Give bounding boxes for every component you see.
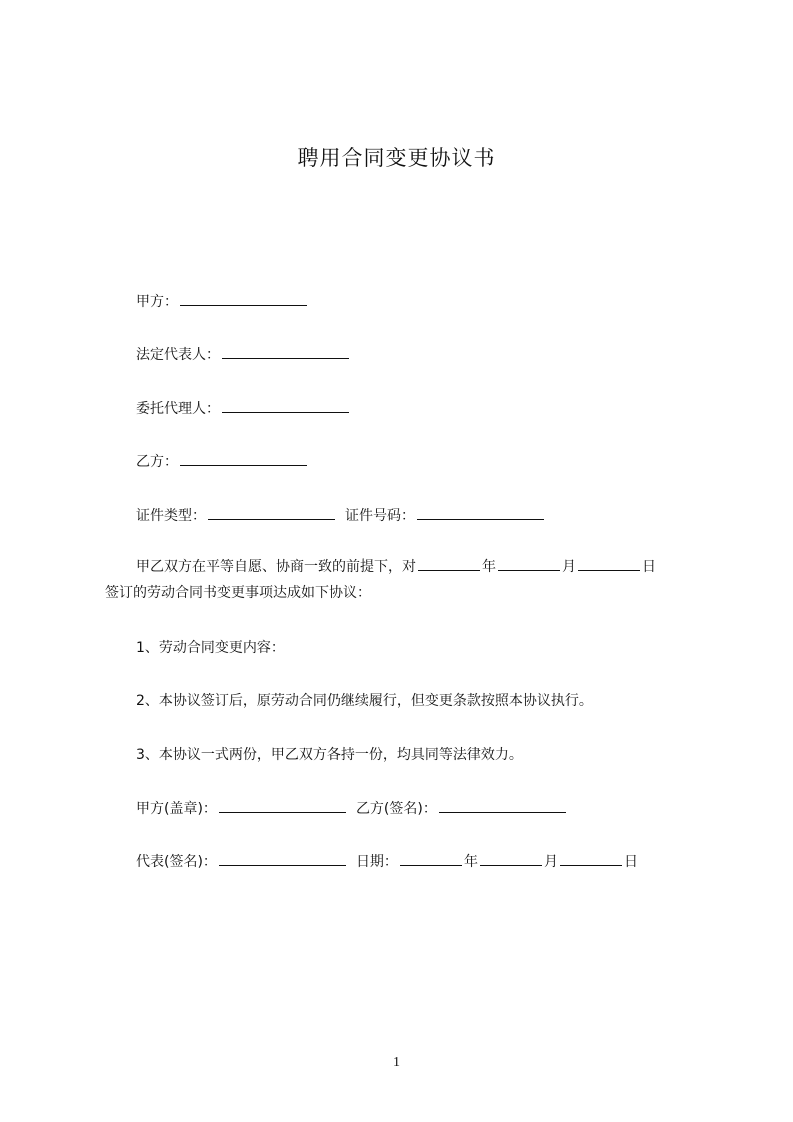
party-a-line [136,291,309,312]
legal-rep-label: 法定代表人： [136,347,220,363]
date-year-blank[interactable] [400,851,462,866]
clause-3: 3、本协议一式两份，甲乙双方各持一份，均具同等法律效力。 [136,747,523,763]
intro-month-label: 月 [562,559,576,575]
party-a-blank[interactable] [180,291,307,306]
agent-label: 委托代理人： [136,401,220,417]
id-line [136,505,546,526]
date-label: 日期： [355,854,398,870]
signature-line-1 [136,798,568,819]
intro-day-blank[interactable] [578,556,640,571]
id-type-blank[interactable] [208,505,335,520]
party-a-label: 甲方： [136,294,178,310]
party-b-line [136,451,309,472]
legal-rep-line [136,344,351,365]
legal-rep-blank[interactable] [222,344,349,359]
intro-month-blank[interactable] [498,556,560,571]
id-number-blank[interactable] [417,505,544,520]
date-month-label: 月 [543,854,558,870]
party-b-sign-blank[interactable] [439,798,566,813]
date-month-blank[interactable] [480,851,542,866]
agent-line [136,398,351,419]
party-a-seal-blank[interactable] [219,798,346,813]
party-b-blank[interactable] [180,451,307,466]
rep-sign-blank[interactable] [219,851,346,866]
intro-paragraph [105,554,705,606]
id-number-label: 证件号码： [345,508,415,524]
intro-year-blank[interactable] [418,556,480,571]
signature-line-2 [136,851,638,872]
party-b-sign-label: 乙方(签名)： [355,801,437,817]
agent-blank[interactable] [222,398,349,413]
intro-year-label: 年 [482,559,496,575]
date-day-blank[interactable] [560,851,622,866]
document-title: 聘用合同变更协议书 [297,146,496,170]
party-b-label: 乙方： [136,454,178,470]
party-a-seal-label: 甲方(盖章)： [136,801,217,817]
clause-2: 2、本协议签订后，原劳动合同仍继续履行，但变更条款按照本协议执行。 [136,693,593,709]
intro-text-1: 甲乙双方在平等自愿、协商一致的前提下，对 [136,559,416,575]
date-year-label: 年 [463,854,478,870]
rep-sign-label: 代表(签名)： [136,854,217,870]
clause-1: 1、劳动合同变更内容： [136,640,285,656]
page-number: 1 [393,1055,400,1070]
id-type-label: 证件类型： [136,508,206,524]
date-day-label: 日 [623,854,638,870]
intro-day-label: 日 [642,559,656,575]
intro-text-2: 签订的劳动合同书变更事项达成如下协议： [105,585,371,601]
